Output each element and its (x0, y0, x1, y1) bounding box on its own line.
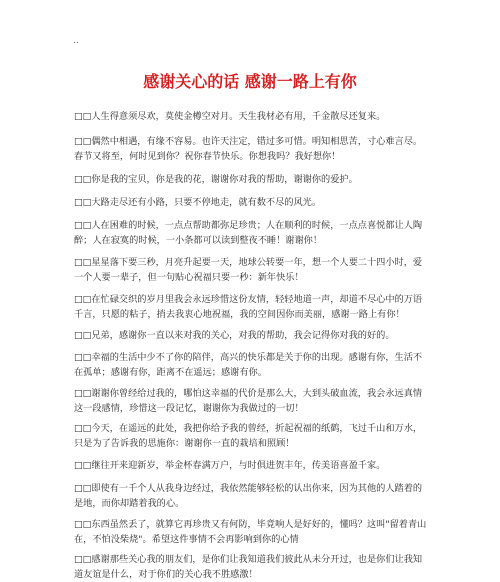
paragraph: □□大路走尽还有小路，只要不停地走，就有数不尽的风光。 (74, 197, 322, 209)
paragraph: □□即使有一千个人从我身边经过，我依然能够轻松的认出你来，因为其他的人踏着的是地，而你却踏着我的心。 (74, 483, 423, 510)
paragraph: □□感谢那些关心我的朋友们，是你们让我知道我们彼此从未分开过，也是你们让我知道友谊是什么，对于你们的关心我不胜感激！ (74, 554, 423, 581)
paragraph: □□谢谢你曾经给过我的，哪怕这幸福的代价是那么大，大到头破血流，我会永远真情这一段感情，珍惜这一段记忆，谢谢你为我做过的一切！ (74, 388, 423, 415)
paragraph: □□你是我的宝贝，你是我的花，谢谢你对我的帮助，谢谢你的爱护。 (74, 174, 358, 186)
corner-mark: .. (73, 36, 79, 46)
paragraph: □□偶然中相遇，有缘不容易。也许天注定，错过多可惜。明知相思苦，寸心难言尽。春节又将至，何时见到你？祝你春节快乐。你想我吗？我好想你！ (74, 136, 423, 163)
paragraph: □□人生得意须尽欢，莫使金樽空对月。天生我材必有用，千金散尽还复来。 (74, 111, 386, 123)
paragraph: □□星星落下要三秒，月亮升起要一天，地球公转要一年，想一个人要二十四小时，爱一个人要一辈子，但一句贴心祝福只要一秒：新年快乐！ (74, 257, 423, 284)
paragraph: □□东西虽然丢了，就算它再珍贵又有何防，毕竟响人是好好的，懂吗？这叫"留着青山在，不怕没柴烧"。希望这件事情不会再影响到你的心情 (74, 519, 427, 546)
paragraph: □□兄弟，感谢你一直以来对我的关心，对我的帮助，我会记得你对我的好的。 (74, 330, 395, 342)
paragraph: □□在忙碌交织的岁月里我会永远珍惜这份友情，轻轻地道一声，却道不尽心中的万语千言，只愿的粘子，捎去我衷心地祝福，我的空间因你而美丽，感谢一路上有你！ (74, 294, 423, 321)
paragraph: □□继往开来迎新岁，举金杯春满万户，与时俱进贺丰年，传美语喜盈千家。 (74, 460, 386, 472)
paragraph: □□幸福的生活中少不了你的陪伴，高兴的快乐都是关于你的出现。感谢有你，生活不在孤单；感谢有你，距离不在遥远；感谢有你。 (74, 352, 423, 379)
paragraph: □□今天，在遥远的此处，我把你给予我的曾经，折起祝福的纸鹤，飞过千山和万水，只是为了告诉我的思施你：谢谢你一直的栽培和照顾！ (74, 423, 423, 450)
page-title: 感谢关心的话 感谢一路上有你 (143, 72, 357, 91)
paragraph: □□人在困难的时候，一点点帮助都弥足珍贵；人在顺利的时候，一点点喜悦都让人陶醉；人在寂寞的时候，一小条都可以读到整夜不睡！谢谢你！ (74, 220, 423, 247)
